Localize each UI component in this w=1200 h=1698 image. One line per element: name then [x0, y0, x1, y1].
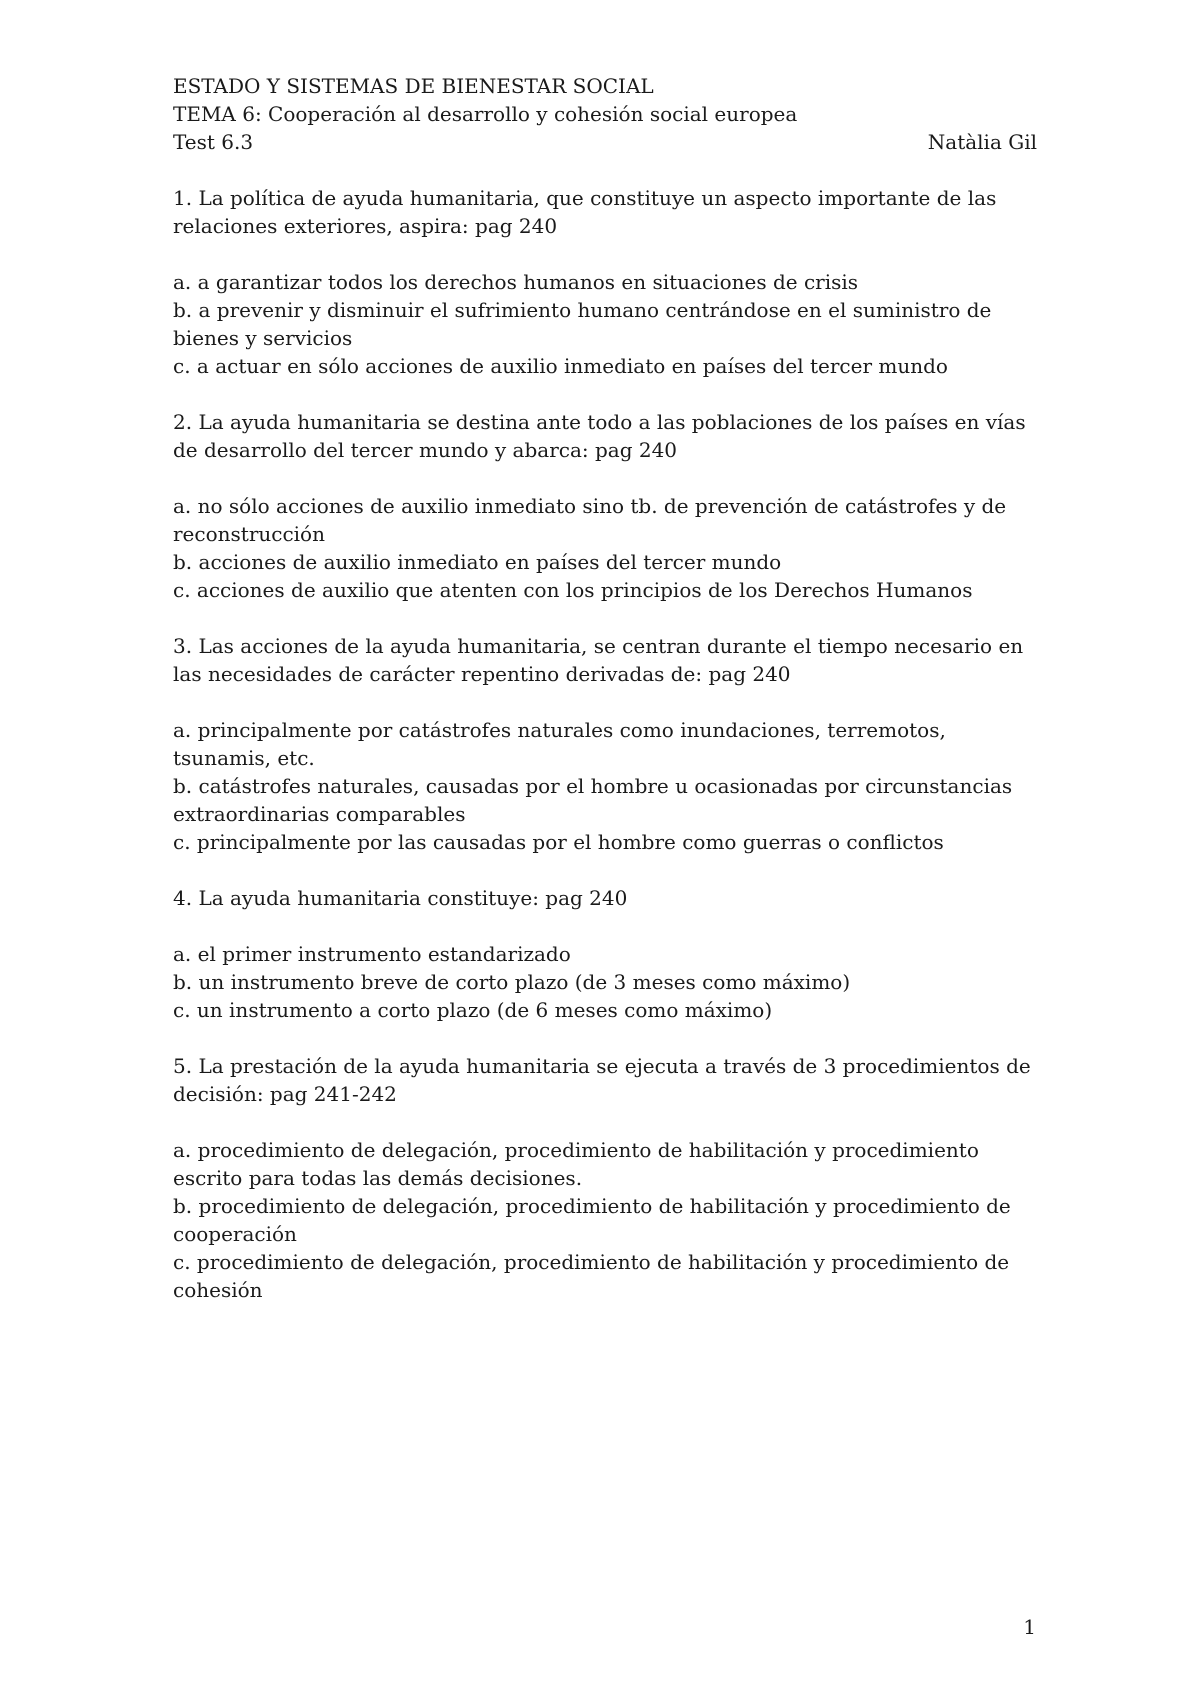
option-c: c. acciones de auxilio que atenten con los principios de los Derechos Humanos: [173, 578, 973, 602]
option-b: b. acciones de auxilio inmediato en países del tercer mundo: [173, 550, 782, 574]
answer-options: [173, 716, 1037, 856]
option-b: b. catástrofes naturales, causadas por el hombre u ocasionadas por circunstancias extraordinarias comparables: [173, 774, 1013, 826]
answer-options: [173, 940, 1037, 1024]
question-text: 1. La política de ayuda humanitaria, que constituye un aspecto importante de las relaciones exteriores, aspira: pag 240: [173, 186, 997, 238]
option-b: b. procedimiento de delegación, procedimiento de habilitación y procedimiento de cooperación: [173, 1194, 1011, 1246]
question-text: 2. La ayuda humanitaria se destina ante todo a las poblaciones de los países en vías de desarrollo del tercer mundo y abarca: pag 240: [173, 410, 1026, 462]
option-c: c. un instrumento a corto plazo (de 6 meses como máximo): [173, 998, 773, 1022]
topic-title: TEMA 6: Cooperación al desarrollo y cohesión social europea: [173, 102, 798, 126]
test-header-row: [173, 128, 1037, 156]
question-4: [173, 884, 1037, 1024]
question-5: [173, 1052, 1037, 1304]
option-a: a. a garantizar todos los derechos humanos en situaciones de crisis: [173, 270, 859, 294]
question-text: 5. La prestación de la ayuda humanitaria se ejecuta a través de 3 procedimientos de decisión: pag 241-242: [173, 1054, 1031, 1106]
option-c: c. a actuar en sólo acciones de auxilio inmediato en países del tercer mundo: [173, 354, 948, 378]
option-a: a. el primer instrumento estandarizado: [173, 942, 571, 966]
option-c: c. principalmente por las causadas por el hombre como guerras o conflictos: [173, 830, 944, 854]
page-number: 1: [1023, 1615, 1036, 1639]
test-label: Test 6.3: [173, 130, 254, 154]
question-1: [173, 184, 1037, 380]
answer-options: [173, 492, 1037, 604]
course-title: ESTADO Y SISTEMAS DE BIENESTAR SOCIAL: [173, 74, 654, 98]
question-text: 4. La ayuda humanitaria constituye: pag 240: [173, 886, 628, 910]
document-body: [173, 72, 1037, 1304]
option-a: a. principalmente por catástrofes naturales como inundaciones, terremotos, tsunamis, etc.: [173, 718, 946, 770]
option-b: b. a prevenir y disminuir el sufrimiento humano centrándose en el suministro de bienes y servicios: [173, 298, 992, 350]
option-c: c. procedimiento de delegación, procedimiento de habilitación y procedimiento de cohesión: [173, 1250, 1010, 1302]
question-3: [173, 632, 1037, 856]
answer-options: [173, 1136, 1037, 1304]
option-a: a. procedimiento de delegación, procedimiento de habilitación y procedimiento escrito para todas las demás decisiones.: [173, 1138, 979, 1190]
option-b: b. un instrumento breve de corto plazo (de 3 meses como máximo): [173, 970, 851, 994]
answer-options: [173, 268, 1037, 380]
option-a: a. no sólo acciones de auxilio inmediato sino tb. de prevención de catástrofes y de reconstrucción: [173, 494, 1007, 546]
author-name: Natàlia Gil: [927, 130, 1037, 154]
question-text: 3. Las acciones de la ayuda humanitaria, se centran durante el tiempo necesario en las necesidades de carácter repentino derivadas de: pag 240: [173, 634, 1024, 686]
question-2: [173, 408, 1037, 604]
